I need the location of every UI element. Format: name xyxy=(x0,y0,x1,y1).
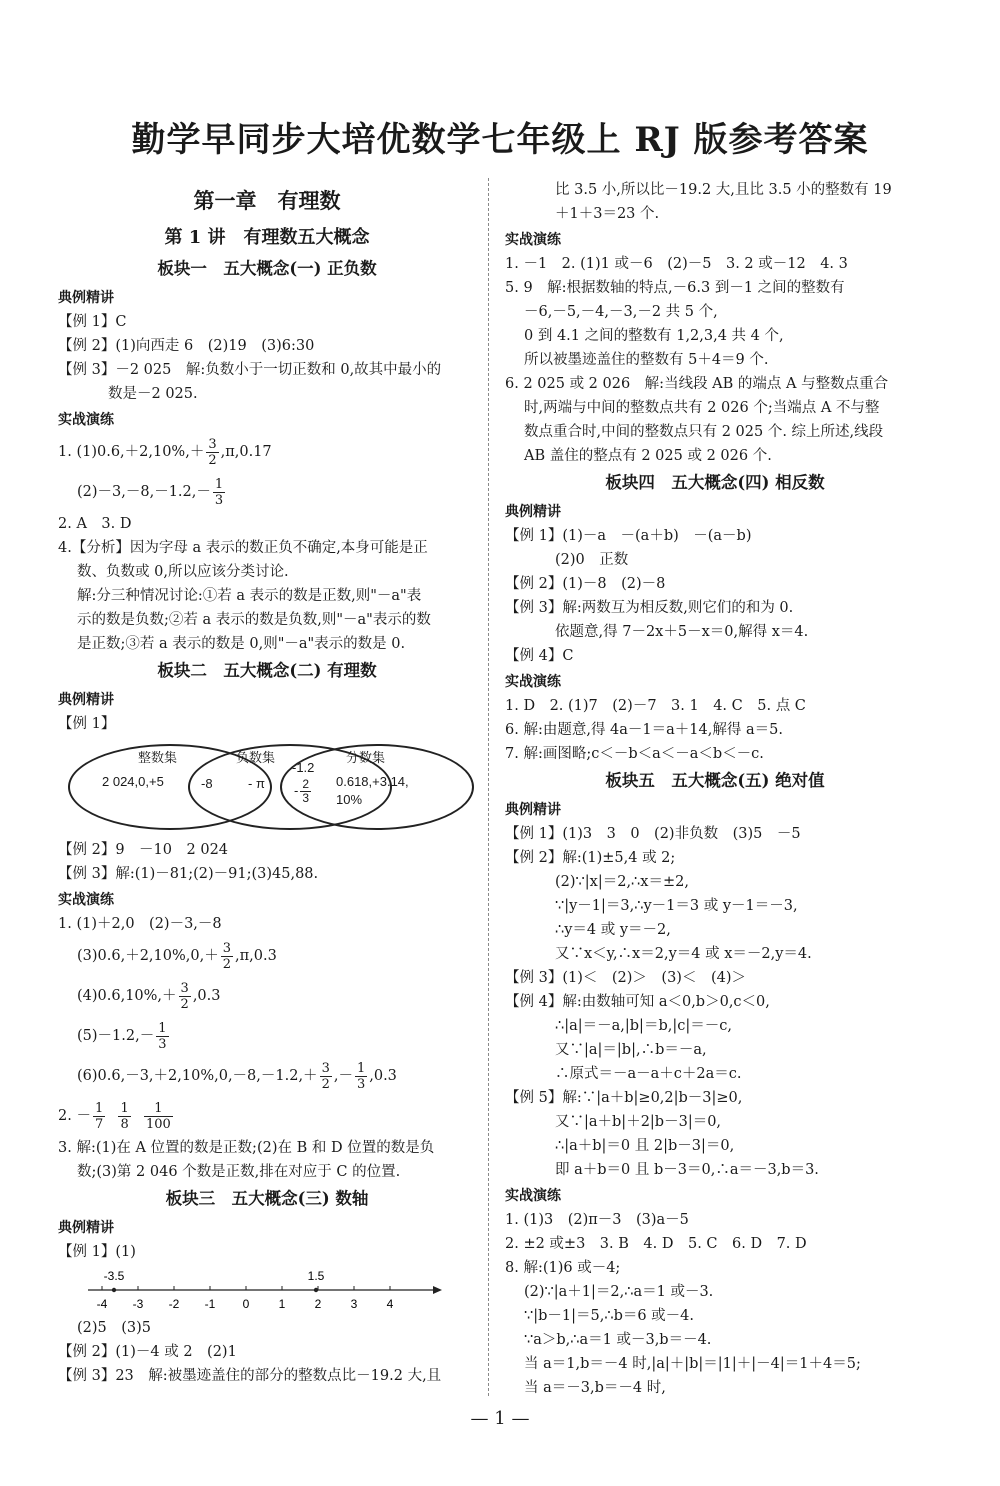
answer-line: 当 a＝1,b＝－4 时,|a|＋|b|＝|1|＋|－4|＝1＋4＝5; xyxy=(524,1356,861,1372)
answer-line: 【例 1】(1)－a －(a＋b) －(a－b) xyxy=(505,528,752,544)
answer-line: AB 盖住的整点有 2 025 或 2 026 个. xyxy=(524,448,772,464)
answer-line: 比 3.5 小,所以比－19.2 大,且比 3.5 小的整数有 19 xyxy=(555,182,892,198)
section-label: 典例精讲 xyxy=(58,290,114,306)
answer-line: 【例 1】 xyxy=(58,716,116,732)
answer-line: (2)∵|a＋1|＝2,∴a＝1 或－3. xyxy=(524,1284,714,1300)
chapter-heading: 第一章 有理数 xyxy=(193,188,341,213)
answer-line: 即 a＋b＝0 且 b－3＝0,∴a＝－3,b＝3. xyxy=(555,1162,819,1178)
answer-line xyxy=(58,1016,476,1056)
tick-label: 0 xyxy=(242,1297,250,1311)
answer-line: 当 a＝－3,b＝－4 时, xyxy=(524,1380,666,1396)
venn-label-integers: 整数集 xyxy=(138,750,178,765)
answer-line: 所以被墨迹盖住的整数有 5＋4＝9 个. xyxy=(524,352,769,368)
answer-line: 4.【分析】因为字母 a 表示的数正负不确定,本身可能是正 xyxy=(58,540,428,556)
answer-line: 数、负数或 0,所以应该分类讨论. xyxy=(77,564,289,580)
number-line-svg xyxy=(88,1264,448,1316)
answer-line xyxy=(58,976,476,1016)
answer-line: 6. 解:由题意,得 4a－1＝a＋14,解得 a＝5. xyxy=(505,722,783,738)
answer-line: ∴y＝4 或 y＝－2, xyxy=(555,922,671,938)
answer-text: (3)0.6,＋2,10%,0,＋ xyxy=(77,948,219,964)
answer-line: 【例 3】23 解:被墨迹盖住的部分的整数点比－19.2 大,且 xyxy=(58,1368,442,1384)
answer-line: 2. A 3. D xyxy=(58,516,132,532)
answer-line: 【例 1】C xyxy=(58,314,127,330)
section-label: 典例精讲 xyxy=(505,802,561,818)
answer-text: (5)－1.2,－ xyxy=(77,1028,155,1044)
answer-line: 示的数是负数;②若 a 表示的数是负数,则"－a"表示的数 xyxy=(77,612,431,628)
page-number: — 1 — xyxy=(470,1408,530,1429)
answer-line: 1. (1)＋2,0 (2)－3,－8 xyxy=(58,916,222,932)
answer-line: 【例 2】(1)－4 或 2 (2)1 xyxy=(58,1344,237,1360)
answer-line: 【例 3】(1)＜ (2)＞ (3)＜ (4)＞ xyxy=(505,970,746,986)
answer-line: 【例 2】9 －10 2 024 xyxy=(58,842,229,858)
answer-line: 0 到 4.1 之间的整数有 1,2,3,4 共 4 个, xyxy=(524,328,784,344)
answer-line: 【例 5】解:∵|a＋b|≥0,2|b－3|≥0, xyxy=(505,1090,743,1106)
answer-line: ∵a＞b,∴a＝1 或－3,b＝－4. xyxy=(524,1332,712,1348)
answer-line xyxy=(58,1096,476,1136)
column-divider xyxy=(488,178,489,1396)
left-column xyxy=(58,182,476,1388)
answer-line: 6. 2 025 或 2 026 解:当线段 AB 的端点 A 与整数点重合 xyxy=(505,376,889,392)
answer-line: 【例 4】C xyxy=(505,648,574,664)
answer-line: (2)0 正数 xyxy=(555,552,629,568)
venn-items-fractions: 0.618,+3.14, xyxy=(336,774,409,789)
answer-line: 【例 2】(1)－8 (2)－8 xyxy=(505,576,666,592)
venn-diagram xyxy=(58,740,476,836)
section-label: 典例精讲 xyxy=(58,1220,114,1236)
answer-line: 【例 3】－2 025 解:负数小于一切正数和 0,故其中最小的 xyxy=(58,362,442,378)
block-heading: 板块一 五大概念(一) 正负数 xyxy=(157,259,377,278)
fraction: $\frac{1}{8}$ xyxy=(120,1100,129,1132)
section-label: 实战演练 xyxy=(58,412,114,428)
answer-line: 数点重合时,中间的整数点只有 2 025 个. 综上所述,线段 xyxy=(524,424,884,440)
answer-text: (2)－3,－8,－1.2,－ xyxy=(77,484,211,500)
answer-line xyxy=(58,936,476,976)
number-line xyxy=(58,1264,476,1316)
venn-overlap-neg-frac: -1.2 xyxy=(292,760,315,775)
answer-line: 3. 解:(1)在 A 位置的数是正数;(2)在 B 和 D 位置的数是负 xyxy=(58,1140,435,1156)
answer-line: 依题意,得 7－2x＋5－x＝0,解得 x＝4. xyxy=(555,624,809,640)
venn-label-negatives: 负数集 xyxy=(236,750,276,765)
answer-text: (6)0.6,－3,＋2,10%,0,－8,－1.2,＋ xyxy=(77,1068,318,1084)
venn-overlap-int-neg: -8 xyxy=(201,776,213,791)
fraction: $\frac{1}{3}$ xyxy=(214,476,224,508)
block-heading: 板块四 五大概念(四) 相反数 xyxy=(605,473,825,492)
answer-line: 【例 1】(1)3 3 0 (2)非负数 (3)5 －5 xyxy=(505,826,801,842)
page-title: 勤学早同步大培优数学七年级上 RJ 版参考答案 xyxy=(131,120,869,160)
answer-line: ∴|a＋b|＝0 且 2|b－3|＝0, xyxy=(555,1138,735,1154)
answer-text: 1. (1)0.6,＋2,10%,＋ xyxy=(58,444,205,460)
venn-items-fractions: 10% xyxy=(336,792,363,807)
section-label: 实战演练 xyxy=(58,892,114,908)
answer-line: 解:分三种情况讨论:①若 a 表示的数是正数,则"－a"表 xyxy=(77,588,422,604)
answer-line: 【例 3】解:两数互为相反数,则它们的和为 0. xyxy=(505,600,794,616)
block-heading: 板块二 五大概念(二) 有理数 xyxy=(157,661,377,680)
tick-label: -2 xyxy=(168,1297,180,1311)
tick-label: 1 xyxy=(278,1297,286,1311)
answer-line xyxy=(58,432,476,472)
answer-line: ∵|b－1|＝5,∴b＝6 或－4. xyxy=(524,1308,695,1324)
point-label: -3.5 xyxy=(103,1269,125,1283)
point-label: 1.5 xyxy=(307,1269,325,1283)
venn-items-integers: 2 024,0,+5 xyxy=(102,774,164,789)
answer-line: 是正数;③若 a 表示的数是 0,则"－a"表示的数是 0. xyxy=(77,636,406,652)
section-label: 实战演练 xyxy=(505,232,561,248)
answer-line: ∴|a|＝－a,|b|＝b,|c|＝－c, xyxy=(555,1018,732,1034)
tick-label: 4 xyxy=(386,1297,394,1311)
answer-line xyxy=(58,472,476,512)
answer-line: 【例 1】(1) xyxy=(58,1244,136,1260)
section-label: 典例精讲 xyxy=(58,692,114,708)
fraction: $\frac{1}{3}$ xyxy=(356,1060,366,1092)
answer-line: 7. 解:画图略;c＜－b＜a＜－a＜b＜－c. xyxy=(505,746,764,762)
answer-line xyxy=(58,1056,476,1096)
answer-text: (4)0.6,10%,＋ xyxy=(77,988,177,1004)
fraction: $\frac{1}{100}$ xyxy=(145,1100,171,1132)
answer-line: ∴原式＝－a－a＋c＋2a＝c. xyxy=(555,1066,742,1082)
tick-label: 2 xyxy=(314,1297,322,1311)
tick-label: 3 xyxy=(350,1297,358,1311)
section-label: 实战演练 xyxy=(505,674,561,690)
answer-text: ,0.3 xyxy=(192,988,221,1004)
answer-line: 又∵x＜y,∴x＝2,y＝4 或 x＝－2,y＝4. xyxy=(555,946,812,962)
block-heading: 板块五 五大概念(五) 绝对值 xyxy=(605,771,825,790)
answer-line: (2)∵|x|＝2,∴x＝±2, xyxy=(555,874,689,890)
answer-line: 数;(3)第 2 046 个数是正数,排在对应于 C 的位置. xyxy=(77,1164,401,1180)
answer-line: 【例 2】解:(1)±5,4 或 2; xyxy=(505,850,676,866)
answer-text: ,0.3 xyxy=(369,1068,397,1084)
section-label: 实战演练 xyxy=(505,1188,561,1204)
answer-line: 1. D 2. (1)7 (2)－7 3. 1 4. C 5. 点 C xyxy=(505,698,806,714)
answer-text: ,π,0.3 xyxy=(235,948,277,964)
fraction: $\frac{3}{2}$ xyxy=(321,1060,330,1092)
answer-line: 1. －1 2. (1)1 或－6 (2)－5 3. 2 或－12 4. 3 xyxy=(505,256,848,272)
tick-label: -1 xyxy=(204,1297,216,1311)
lecture-heading: 第 1 讲 有理数五大概念 xyxy=(164,227,370,248)
tick-label: -4 xyxy=(96,1297,108,1311)
answer-line: 【例 4】解:由数轴可知 a＜0,b＞0,c＜0, xyxy=(505,994,770,1010)
answer-line: 又∵|a＋b|＋2|b－3|＝0, xyxy=(555,1114,722,1130)
answer-line: 数是－2 025. xyxy=(108,386,198,402)
answer-line: 【例 3】解:(1)－81;(2)－91;(3)45,88. xyxy=(58,866,319,882)
answer-line: ＋1＋3＝23 个. xyxy=(555,206,660,222)
answer-line: 1. (1)3 (2)π－3 (3)a－5 xyxy=(505,1212,689,1228)
fraction: $\frac{1}{3}$ xyxy=(158,1020,167,1052)
answer-line: (2)5 (3)5 xyxy=(77,1320,152,1336)
block-heading: 板块三 五大概念(三) 数轴 xyxy=(165,1189,369,1208)
answer-line: 时,两端与中间的整数点共有 2 026 个;当端点 A 不与整 xyxy=(524,400,880,416)
answer-line: ∵|y－1|＝3,∴y－1＝3 或 y－1＝－3, xyxy=(555,898,798,914)
answer-line: 8. 解:(1)6 或－4; xyxy=(505,1260,621,1276)
fraction: $\frac{3}{2}$ xyxy=(208,436,217,468)
fraction: $\frac{3}{2}$ xyxy=(180,980,189,1012)
section-label: 典例精讲 xyxy=(505,504,561,520)
fraction: $\frac{3}{2}$ xyxy=(222,940,231,972)
venn-label-fractions: 分数集 xyxy=(346,750,386,765)
fraction: $\frac{1}{7}$ xyxy=(94,1100,104,1132)
tick-label: -3 xyxy=(132,1297,144,1311)
answer-line: 5. 9 解:根据数轴的特点,－6.3 到－1 之间的整数有 xyxy=(505,280,845,296)
answer-line: 【例 2】(1)向西走 6 (2)19 (3)6:30 xyxy=(58,338,315,354)
answer-text: 2. － xyxy=(58,1108,91,1124)
venn-items-negatives: - π xyxy=(248,776,265,791)
answer-line: 又∵|a|＝|b|,∴b＝－a, xyxy=(555,1042,707,1058)
answer-line: －6,－5,－4,－3,－2 共 5 个, xyxy=(524,304,718,320)
answer-line: 2. ±2 或±3 3. B 4. D 5. C 6. D 7. D xyxy=(505,1236,807,1252)
venn-overlap-neg-frac: - $\frac{2}{3}$ xyxy=(294,777,310,805)
right-column xyxy=(505,178,925,1400)
answer-text: ,π,0.17 xyxy=(220,444,272,460)
answer-text: ,－ xyxy=(333,1068,353,1084)
